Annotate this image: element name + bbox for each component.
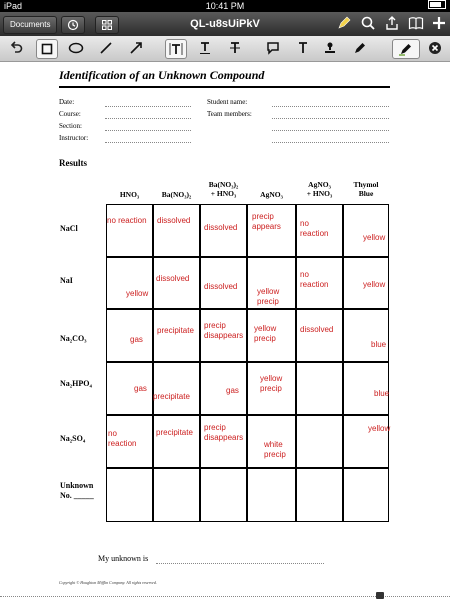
unknown-answer-field[interactable]	[156, 554, 324, 564]
device-label: iPad	[4, 1, 23, 11]
add-icon[interactable]	[432, 16, 446, 30]
grid-divider	[295, 204, 297, 522]
cell-nacl-hno3: no reaction	[107, 216, 147, 225]
grid-divider	[106, 414, 389, 416]
cell-na2co3-bano3: precipitate	[157, 326, 194, 335]
rectangle-tool[interactable]	[36, 39, 58, 59]
column-header-agno3-hno3: AgNO₃ + HNO₃	[306, 180, 333, 198]
cell-na2hpo4-agno3: yellow precip	[260, 374, 283, 393]
unknown-label: My unknown is	[98, 554, 149, 563]
cell-na2so4-bano3-hno3: precip disappears	[204, 423, 244, 442]
text-box-tool[interactable]	[165, 39, 187, 59]
grid-divider	[152, 204, 154, 522]
scrubber-thumb[interactable]	[376, 592, 384, 599]
row-header-na2hpo4: Na₂HPO₄	[60, 379, 92, 388]
speech-bubble-icon	[266, 41, 280, 55]
cell-na2co3-agno3: yellow precip	[254, 324, 277, 343]
rectangle-icon	[41, 43, 53, 55]
cell-na2co3-bano3-hno3: precip disappears	[204, 321, 244, 340]
ellipse-tool[interactable]	[66, 39, 86, 57]
line-icon	[99, 41, 113, 55]
navigation-bar	[0, 12, 450, 36]
share-icon[interactable]	[384, 15, 400, 31]
status-bar	[0, 0, 450, 12]
cell-na2hpo4-hno3: gas	[134, 384, 147, 393]
cell-nacl-agno3: precip appears	[252, 212, 281, 231]
arrow-tool[interactable]	[126, 39, 146, 57]
cell-nai-agno3: yellow precip	[257, 287, 280, 306]
row-header-na2so4: Na₂SO₄	[60, 434, 86, 443]
results-table	[106, 204, 389, 522]
grid-divider	[246, 204, 248, 522]
undo-button[interactable]	[6, 39, 26, 57]
documents-button[interactable]: Documents	[3, 16, 57, 34]
student-name-label: Student name:	[207, 98, 248, 106]
cell-na2so4-agno3: white precip	[264, 440, 286, 459]
nav-actions	[336, 15, 446, 31]
grid-divider	[199, 204, 201, 522]
close-icon	[428, 41, 442, 55]
comment-tool[interactable]	[263, 39, 283, 57]
underline-tool[interactable]	[195, 39, 215, 57]
freehand-tool[interactable]	[392, 39, 420, 59]
column-header-agno3: AgNO₃	[260, 190, 283, 199]
course-field[interactable]	[105, 118, 191, 119]
column-header-hno3: HNO₃	[119, 190, 140, 199]
freehand-pen-icon	[398, 42, 414, 56]
team-members-field-3[interactable]	[272, 142, 389, 143]
battery-icon	[428, 0, 446, 9]
cell-nai-hno3: yellow	[126, 289, 149, 298]
highlighter-icon[interactable]	[336, 15, 352, 31]
instructor-field[interactable]	[105, 142, 191, 143]
page-title: Identification of an Unknown Compound	[59, 68, 265, 82]
date-label: Date:	[59, 98, 75, 106]
book-icon[interactable]	[408, 15, 424, 31]
status-right	[428, 0, 446, 9]
document-page	[0, 62, 450, 592]
stamp-icon	[323, 41, 337, 55]
cell-nacl-agno3-hno3: no reaction	[300, 219, 329, 238]
document-title: QL-u8sUiPkV	[190, 18, 260, 30]
student-name-field[interactable]	[272, 106, 389, 107]
arrow-icon	[129, 41, 143, 55]
cell-na2so4-hno3: no reaction	[108, 429, 137, 448]
strikethrough-icon	[228, 41, 242, 55]
grid-divider	[106, 467, 389, 469]
instructor-label: Instructor:	[59, 134, 89, 142]
clock: 10:41 PM	[205, 1, 245, 11]
cell-nai-thymol: yellow	[363, 280, 386, 289]
copyright-notice: Copyright © Houghton Mifflin Company. All rights reserved.	[59, 580, 157, 585]
cell-nai-bano3: dissolved	[156, 274, 190, 283]
strikethrough-tool[interactable]	[225, 39, 245, 57]
row-header-unknown: Unknown No. _____	[60, 481, 94, 500]
cell-na2hpo4-thymol: blue	[374, 389, 390, 398]
row-header-nacl: NaCl	[60, 224, 78, 233]
cell-nai-bano3-hno3: dissolved	[204, 282, 238, 291]
typewriter-tool[interactable]	[293, 39, 313, 57]
results-heading: Results	[59, 158, 88, 168]
section-label: Section:	[59, 122, 82, 130]
cell-nacl-bano3-hno3: dissolved	[204, 223, 238, 232]
cell-na2so4-thymol: yellow	[368, 424, 391, 433]
team-members-label: Team members:	[207, 110, 252, 118]
unknown-answer-line	[98, 554, 324, 564]
undo-icon	[9, 41, 23, 55]
cell-na2co3-agno3-hno3: dissolved	[300, 325, 334, 334]
team-members-field-1[interactable]	[272, 118, 389, 119]
close-toolbar-button[interactable]	[425, 39, 445, 57]
text-underline-icon	[198, 41, 212, 55]
row-header-na2co3: Na₂CO₃	[60, 334, 87, 343]
column-header-thymol-blue: Thymol Blue	[353, 180, 379, 198]
team-members-field-2[interactable]	[272, 130, 389, 131]
grid-divider	[106, 361, 389, 363]
column-header-bano3-hno3: Ba(NO₃)₂ + HNO₃	[208, 180, 239, 198]
search-icon[interactable]	[360, 15, 376, 31]
grid-divider	[342, 204, 344, 522]
cell-nacl-thymol: yellow	[363, 233, 386, 242]
cell-na2co3-hno3: gas	[130, 335, 143, 344]
row-header-nai: NaI	[60, 276, 73, 285]
text-icon	[296, 41, 310, 55]
course-label: Course:	[59, 110, 81, 118]
column-header-bano3: Ba(NO₃)₂	[161, 190, 192, 199]
date-field[interactable]	[105, 106, 191, 107]
cell-na2co3-thymol: blue	[371, 340, 387, 349]
stamp-tool[interactable]	[320, 39, 340, 57]
text-box-icon	[169, 42, 183, 56]
title-rule	[59, 86, 390, 88]
cell-nai-agno3-hno3: no reaction	[300, 270, 329, 289]
pen-icon	[353, 41, 367, 55]
cell-nacl-bano3: dissolved	[157, 216, 191, 225]
annotation-toolbar	[0, 36, 450, 62]
grid-divider	[106, 256, 389, 258]
cell-na2hpo4-bano3-hno3: gas	[226, 386, 239, 395]
page-scrubber[interactable]	[0, 592, 450, 600]
line-tool[interactable]	[96, 39, 116, 57]
grid-divider	[106, 308, 389, 310]
cell-na2hpo4-bano3: precipitate	[153, 392, 190, 401]
section-field[interactable]	[105, 130, 191, 131]
signature-tool[interactable]	[350, 39, 370, 57]
cell-na2so4-bano3: precipitate	[156, 428, 193, 437]
ellipse-icon	[68, 42, 84, 54]
